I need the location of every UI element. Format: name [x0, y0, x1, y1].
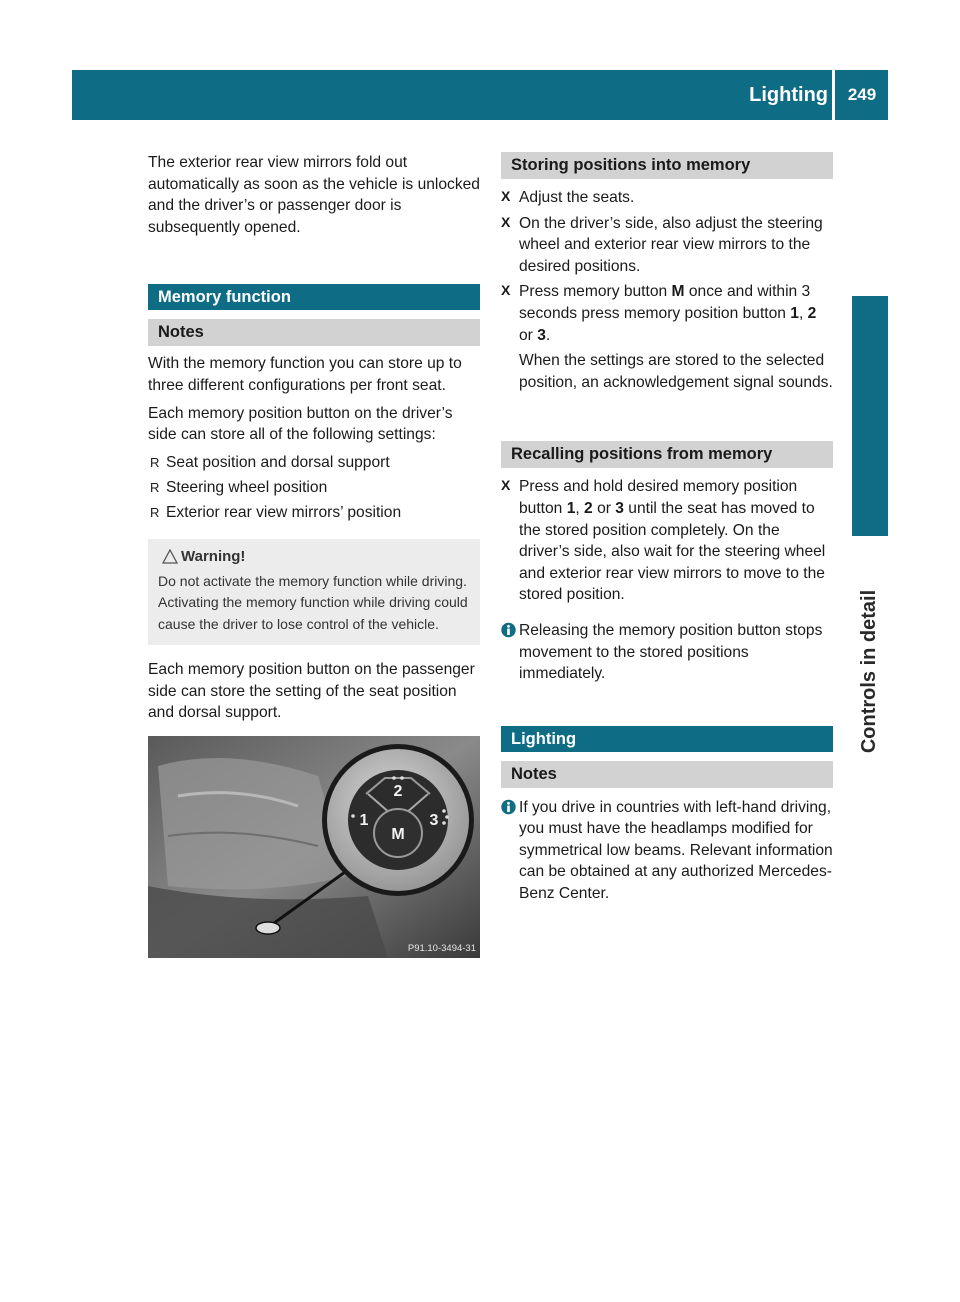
- seat-photo: [148, 736, 480, 958]
- page-title: Lighting: [749, 84, 828, 106]
- recalling-heading: Recalling positions from memory: [501, 441, 833, 468]
- info-icon: [501, 799, 516, 815]
- storing-result: When the settings are stored to the selected position, an acknowledgement signal sounds.: [519, 352, 833, 391]
- list-item: R Exterior rear view mirrors’ position: [150, 503, 402, 521]
- memory-function-heading: Memory function: [148, 284, 480, 310]
- settings-list: [148, 452, 480, 524]
- memory-button-figure: [148, 736, 480, 958]
- memory-button-2-label: 2: [393, 782, 403, 800]
- figure-code: P91.10-3494-31: [407, 942, 476, 954]
- warning-triangle-icon: [162, 549, 178, 564]
- list-item: X On the driver’s side, also adjust the steering wheel and exterior rear view mirrors to the desired positions.: [501, 213, 823, 275]
- list-item: X Adjust the seats.: [501, 188, 635, 206]
- intro-paragraph: The exterior rear view mirrors fold out automatically as soon as the vehicle is unlocked and the driver’s or passenger door is subsequently opened.: [148, 154, 480, 236]
- side-tab-label: Controls in detail: [858, 589, 881, 753]
- driver-side-paragraph: Each memory position button on the driver’s side can store all of the following settings:: [148, 404, 453, 444]
- memory-button-1-label: 1: [359, 811, 369, 829]
- storing-heading: Storing positions into memory: [501, 152, 833, 179]
- memory-notes-paragraph: With the memory function you can store up to three different configurations per front seat.: [148, 355, 462, 394]
- step-arrow-icon: X: [501, 282, 511, 299]
- step-arrow-icon: X: [501, 213, 511, 230]
- lighting-heading: Lighting: [501, 726, 833, 752]
- notes-heading: Notes: [148, 319, 480, 346]
- list-item: X Press and hold desired memory position button 1, 2 or 3 until the seat has moved to the stored position completely. On the driver’s side, also wait for the steering wheel and exterior rear view mirrors to move to the stored position.: [501, 477, 826, 604]
- recalling-info: Releasing the memory position button stops movement to the stored positions immediately.: [501, 620, 833, 685]
- memory-button-3-label: 3: [429, 811, 439, 829]
- left-column: [148, 152, 480, 958]
- warning-box: [148, 539, 480, 645]
- passenger-side-paragraph: Each memory position button on the passenger side can store the setting of the seat position and dorsal support.: [148, 660, 475, 722]
- memory-button-m-label: M: [391, 825, 405, 843]
- step-arrow-icon: X: [501, 477, 511, 494]
- step-arrow-icon: X: [501, 188, 511, 204]
- page-number: 249: [847, 85, 877, 104]
- list-item: R Seat position and dorsal support: [150, 453, 390, 471]
- lighting-info: If you drive in countries with left-hand driving, you must have the headlamps modified for symmetrical low beams. Relevant information can be obtained at any authorized Mercedes-Benz Center.: [501, 797, 833, 905]
- right-column: [501, 152, 833, 905]
- info-icon: [501, 622, 516, 638]
- lighting-notes-heading: Notes: [501, 761, 833, 788]
- header-divider: [832, 70, 835, 120]
- side-tab-marker: [852, 296, 888, 536]
- warning-title: Warning!: [181, 547, 246, 565]
- list-item: X Press memory button M once and within 3 seconds press memory position button 1, 2 or 3. When the settings are stored to the selected position, an acknowledgement signal sounds.: [501, 281, 833, 393]
- list-item: R Steering wheel position: [150, 478, 328, 496]
- warning-text: Do not activate the memory function while driving. Activating the memory function while driving could cause the driver to lose control of the vehicle.: [158, 572, 468, 632]
